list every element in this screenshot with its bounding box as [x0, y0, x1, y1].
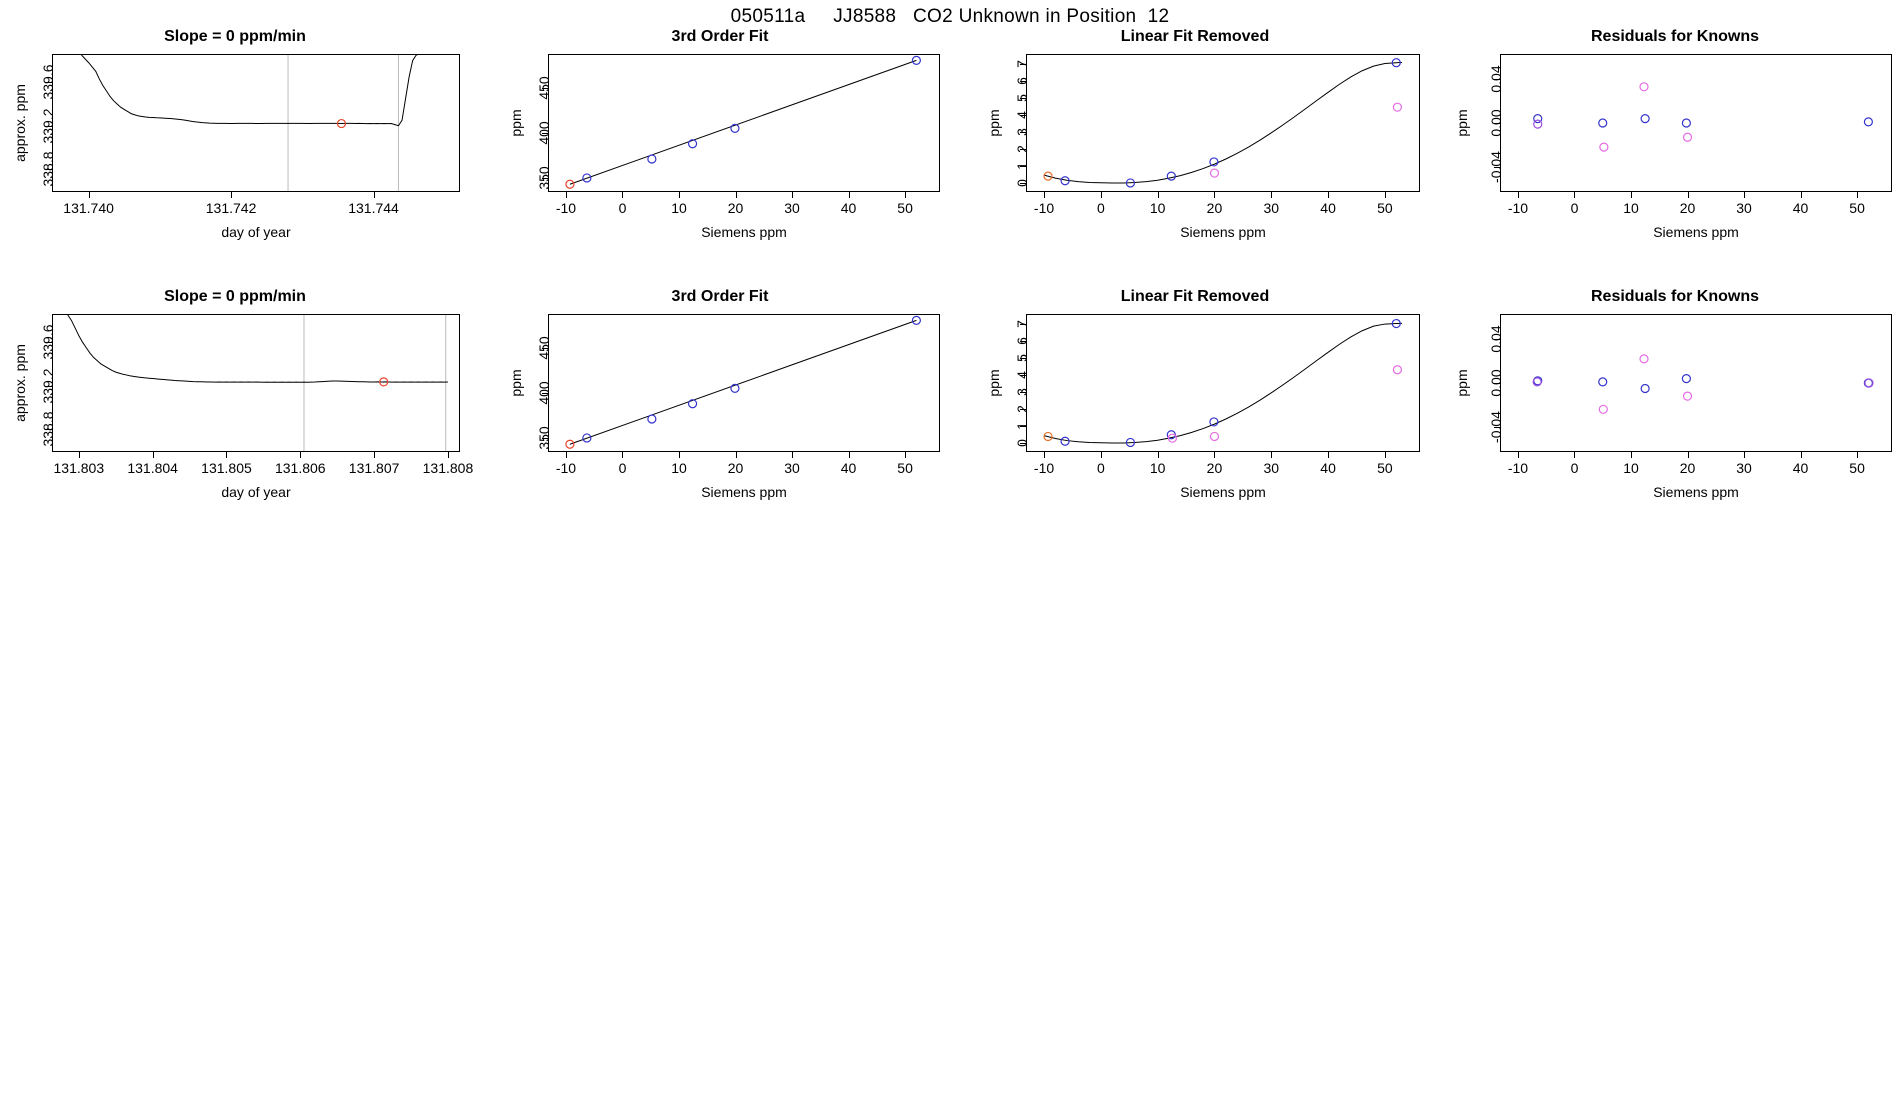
x-tick-label: 10 — [1623, 460, 1639, 476]
x-tickmark — [1744, 452, 1745, 458]
x-tick-label: 30 — [1263, 460, 1280, 476]
y-tick-label: 339.2 — [40, 108, 56, 144]
x-tickmark — [374, 192, 375, 198]
x-tickmark — [374, 452, 375, 458]
x-tick-label: 131.803 — [53, 460, 105, 476]
data-point — [1682, 375, 1690, 383]
y-tick-label: 0 — [1014, 439, 1030, 448]
x-tickmark — [1631, 192, 1632, 198]
x-tickmark — [1385, 192, 1386, 198]
y-tick-label: 3 — [1014, 388, 1030, 396]
data-point — [648, 415, 656, 423]
y-tick-label: 0 — [1014, 179, 1030, 188]
x-tick-label: 40 — [1320, 460, 1336, 476]
x-tick-label: 10 — [1623, 200, 1639, 216]
x-tickmark — [1801, 452, 1802, 458]
x-tick-label: -10 — [1507, 460, 1529, 476]
x-tick-label: 50 — [1377, 200, 1393, 216]
x-tickmark — [905, 192, 906, 198]
data-point — [1684, 392, 1692, 400]
x-tickmark — [1044, 452, 1045, 458]
chart-title-linear-fit-removed-row1: Linear Fit Removed — [1120, 28, 1270, 45]
x-tickmark — [1688, 192, 1689, 198]
x-tick-label: 0 — [1570, 460, 1579, 476]
x-tick-label: 50 — [897, 200, 913, 216]
x-tickmark — [1328, 192, 1329, 198]
data-point — [1865, 379, 1873, 387]
y-tick-label: 350 — [536, 166, 552, 191]
x-tickmark — [1101, 452, 1102, 458]
data-point — [1599, 378, 1607, 386]
plot-area-residuals-for-knowns-row1 — [1500, 54, 1892, 192]
y-tick-label: 338.8 — [40, 151, 56, 187]
x-tick-label: 0 — [1570, 200, 1579, 216]
x-tick-label: 131.807 — [348, 460, 400, 476]
x-tickmark — [1688, 452, 1689, 458]
x-tick-label: 131.740 — [63, 200, 114, 216]
y-axis-title: ppm — [986, 369, 1002, 397]
x-tick-label: 50 — [1849, 460, 1865, 476]
plot-area-third-order-fit-row2 — [548, 314, 940, 452]
x-tick-label: 20 — [727, 200, 744, 216]
x-tickmark — [1518, 192, 1519, 198]
x-tick-label: 0 — [1096, 460, 1105, 476]
x-tickmark — [622, 452, 623, 458]
x-tick-label: -10 — [1507, 200, 1529, 216]
x-tickmark — [89, 192, 90, 198]
x-tick-label: -10 — [1033, 460, 1055, 476]
series-co2-trace — [81, 55, 423, 126]
x-tick-label: 40 — [1792, 460, 1809, 476]
series-co2-trace — [68, 315, 448, 382]
x-tick-label: 131.742 — [205, 200, 257, 216]
data-point — [1534, 120, 1542, 128]
chart-title-timeseries-row2: Slope = 0 ppm/min — [164, 288, 306, 305]
chart-title-third-order-fit-row1: 3rd Order Fit — [671, 28, 769, 45]
x-axis-title: Siemens ppm — [701, 224, 787, 240]
x-tickmark — [153, 452, 154, 458]
y-tick-label: 1 — [1014, 422, 1030, 431]
y-tick-label: 339.6 — [40, 64, 56, 100]
x-tickmark — [448, 452, 449, 458]
data-point — [1393, 366, 1401, 374]
x-tick-label: 10 — [671, 200, 687, 216]
plot-graphics-residuals-for-knowns-row2 — [1501, 315, 1892, 452]
x-axis-title: day of year — [221, 484, 291, 500]
x-tick-label: 40 — [840, 460, 857, 476]
data-point — [1599, 405, 1607, 413]
x-tick-label: 0 — [1096, 200, 1105, 216]
chart-title-timeseries-row1: Slope = 0 ppm/min — [164, 28, 306, 45]
x-tickmark — [226, 452, 227, 458]
x-tick-label: 20 — [1679, 460, 1696, 476]
x-tickmark — [1328, 452, 1329, 458]
x-tickmark — [679, 452, 680, 458]
page-title: 050511a JJ8588 CO2 Unknown in Position 12 — [730, 6, 1170, 27]
y-tick-label: 338.8 — [40, 411, 56, 447]
y-tick-label: 7 — [1014, 319, 1030, 328]
plot-graphics-timeseries-row2 — [53, 315, 460, 452]
x-tickmark — [1574, 192, 1575, 198]
plot-area-timeseries-row2 — [52, 314, 460, 452]
x-tickmark — [1158, 192, 1159, 198]
x-tick-label: 0 — [618, 460, 627, 476]
x-tick-label: 30 — [784, 460, 800, 476]
plot-graphics-residuals-for-knowns-row1 — [1501, 55, 1892, 192]
data-point — [566, 180, 574, 188]
x-tickmark — [231, 192, 232, 198]
data-point — [1210, 169, 1218, 177]
y-axis-title: ppm — [1454, 369, 1470, 397]
x-tick-label: 131.744 — [348, 200, 399, 216]
data-point — [1393, 103, 1401, 111]
x-tick-label: 20 — [727, 460, 744, 476]
data-point — [1640, 83, 1648, 91]
x-tick-label: 40 — [1792, 200, 1809, 216]
chart-title-residuals-for-knowns-row2: Residuals for Knowns — [1590, 288, 1760, 305]
x-tick-label: -10 — [1033, 200, 1055, 216]
y-tick-label: 2 — [1014, 145, 1030, 153]
y-axis-title: approx. ppm — [12, 344, 28, 422]
x-tickmark — [566, 192, 567, 198]
data-point — [1864, 118, 1872, 126]
y-axis-title: approx. ppm — [12, 84, 28, 162]
x-axis-title: Siemens ppm — [1180, 484, 1266, 500]
x-tickmark — [849, 192, 850, 198]
x-tickmark — [849, 452, 850, 458]
data-point — [1061, 437, 1069, 445]
fit-curve — [1044, 323, 1402, 443]
y-tick-label: -0.04 — [1488, 150, 1504, 183]
fit-line — [570, 320, 916, 444]
x-tick-label: 50 — [897, 460, 913, 476]
chart-title-third-order-fit-row2: 3rd Order Fit — [671, 288, 769, 305]
plot-area-linear-fit-removed-row1 — [1026, 54, 1420, 192]
x-axis-title: day of year — [221, 224, 291, 240]
y-axis-title: ppm — [1454, 109, 1470, 137]
x-tick-label: 10 — [671, 460, 687, 476]
x-tick-label: 0 — [618, 200, 627, 216]
data-point — [1640, 355, 1648, 363]
x-tick-label: 30 — [784, 200, 800, 216]
data-point — [1641, 115, 1649, 123]
y-tick-label: 6 — [1014, 76, 1030, 85]
y-tick-label: 0.04 — [1488, 325, 1504, 353]
y-tick-label: 4 — [1014, 110, 1030, 119]
x-tick-label: 40 — [1320, 200, 1336, 216]
y-axis-title: ppm — [508, 369, 524, 397]
x-tickmark — [622, 192, 623, 198]
y-tick-label: -0.04 — [1488, 410, 1504, 443]
x-tick-label: -10 — [555, 200, 577, 216]
x-tick-label: 131.808 — [422, 460, 474, 476]
x-tick-label: 131.805 — [201, 460, 252, 476]
x-tickmark — [566, 452, 567, 458]
x-tickmark — [1271, 192, 1272, 198]
plot-graphics-third-order-fit-row1 — [549, 55, 940, 192]
x-tickmark — [1518, 452, 1519, 458]
data-point — [648, 155, 656, 163]
y-tick-label: 400 — [536, 121, 552, 146]
x-tickmark — [1857, 192, 1858, 198]
y-tick-label: 450 — [536, 336, 552, 360]
x-tickmark — [1044, 192, 1045, 198]
data-point — [1600, 143, 1608, 151]
y-tick-label: 400 — [536, 381, 552, 406]
x-axis-title: Siemens ppm — [1180, 224, 1266, 240]
x-tick-label: 20 — [1206, 460, 1223, 476]
x-tickmark — [1385, 452, 1386, 458]
y-tick-label: 2 — [1014, 405, 1030, 413]
x-tick-label: 10 — [1149, 200, 1166, 216]
x-tickmark — [1101, 192, 1102, 198]
x-tick-label: 50 — [1377, 460, 1393, 476]
x-tickmark — [679, 192, 680, 198]
chart-title-residuals-for-knowns-row1: Residuals for Knowns — [1590, 28, 1760, 45]
x-tickmark — [300, 452, 301, 458]
y-tick-label: 0.04 — [1488, 65, 1504, 93]
x-tick-label: 131.806 — [274, 460, 326, 476]
x-tickmark — [1801, 192, 1802, 198]
x-tick-label: 30 — [1263, 200, 1280, 216]
plot-graphics-linear-fit-removed-row2 — [1027, 315, 1420, 452]
data-point — [1210, 432, 1218, 440]
x-tick-label: 50 — [1849, 200, 1865, 216]
plot-graphics-timeseries-row1 — [53, 55, 460, 192]
x-tickmark — [905, 452, 906, 458]
y-tick-label: 339.6 — [40, 324, 56, 360]
plot-graphics-third-order-fit-row2 — [549, 315, 940, 452]
x-axis-title: Siemens ppm — [701, 484, 787, 500]
x-tickmark — [1158, 452, 1159, 458]
y-tick-label: 0.00 — [1488, 109, 1504, 137]
y-axis-title: ppm — [986, 109, 1002, 137]
y-tick-label: 4 — [1014, 370, 1030, 379]
y-tick-label: 450 — [536, 76, 552, 100]
plot-area-timeseries-row1 — [52, 54, 460, 192]
y-tick-label: 3 — [1014, 128, 1030, 136]
x-tickmark — [1857, 452, 1858, 458]
data-point — [1682, 119, 1690, 127]
data-point — [1167, 172, 1175, 180]
plot-area-residuals-for-knowns-row2 — [1500, 314, 1892, 452]
x-tick-label: 30 — [1736, 200, 1752, 216]
x-tick-label: 10 — [1149, 460, 1166, 476]
x-tickmark — [1744, 192, 1745, 198]
x-tickmark — [1574, 452, 1575, 458]
x-tickmark — [792, 452, 793, 458]
data-point — [566, 440, 574, 448]
plot-graphics-linear-fit-removed-row1 — [1027, 55, 1420, 192]
plot-area-third-order-fit-row1 — [548, 54, 940, 192]
y-tick-label: 6 — [1014, 336, 1030, 345]
x-axis-title: Siemens ppm — [1653, 224, 1739, 240]
fit-line — [570, 60, 916, 184]
data-point — [1684, 133, 1692, 141]
y-axis-title: ppm — [508, 109, 524, 137]
x-tickmark — [79, 452, 80, 458]
plot-area-linear-fit-removed-row2 — [1026, 314, 1420, 452]
x-tickmark — [1214, 452, 1215, 458]
x-tickmark — [736, 452, 737, 458]
chart-title-linear-fit-removed-row2: Linear Fit Removed — [1120, 288, 1270, 305]
x-tickmark — [1214, 192, 1215, 198]
x-tickmark — [736, 192, 737, 198]
y-tick-label: 339.2 — [40, 368, 56, 404]
x-tick-label: 20 — [1679, 200, 1696, 216]
y-tick-label: 5 — [1014, 93, 1030, 102]
data-point — [1641, 384, 1649, 392]
x-tick-label: 40 — [840, 200, 857, 216]
x-tick-label: 30 — [1736, 460, 1752, 476]
y-tick-label: 1 — [1014, 162, 1030, 171]
x-tickmark — [1271, 452, 1272, 458]
data-point — [912, 316, 920, 324]
y-tick-label: 0.00 — [1488, 369, 1504, 397]
fit-curve — [1044, 63, 1402, 183]
x-tick-label: -10 — [555, 460, 577, 476]
data-point — [1599, 119, 1607, 127]
y-tick-label: 5 — [1014, 353, 1030, 362]
x-tickmark — [792, 192, 793, 198]
x-axis-title: Siemens ppm — [1653, 484, 1739, 500]
x-tick-label: 131.804 — [127, 460, 178, 476]
x-tickmark — [1631, 452, 1632, 458]
y-tick-label: 7 — [1014, 59, 1030, 68]
y-tick-label: 350 — [536, 426, 552, 451]
x-tick-label: 20 — [1206, 200, 1223, 216]
